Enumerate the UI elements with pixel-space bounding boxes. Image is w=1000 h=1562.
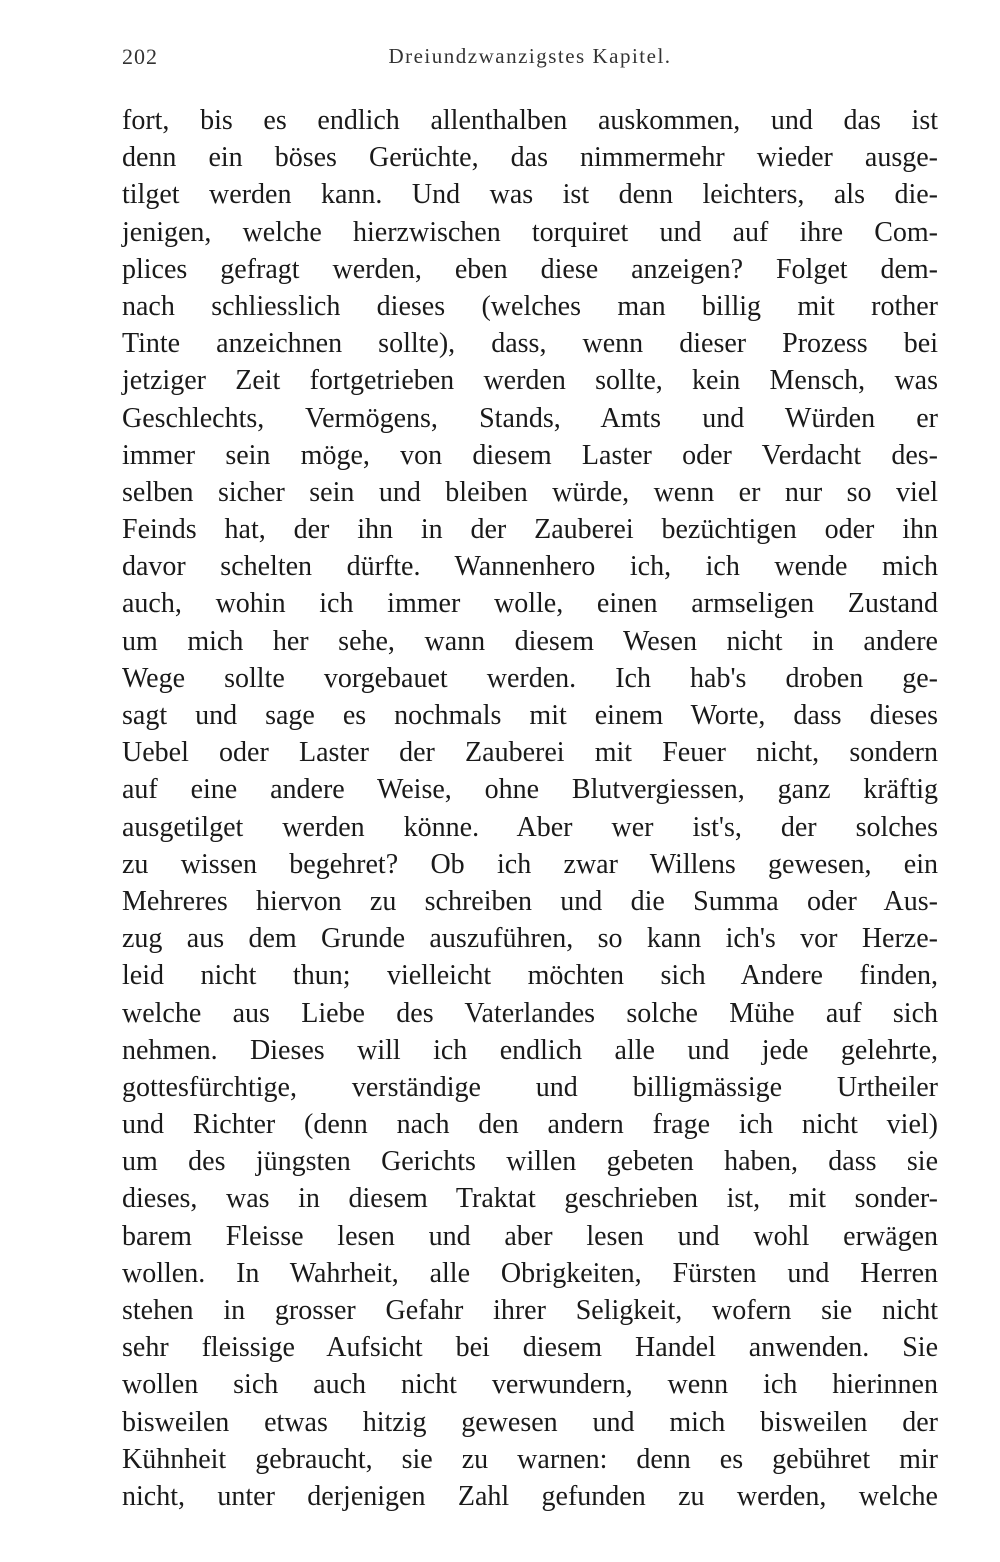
text-line: Uebel oder Laster der Zauberei mit Feuer nicht, sondern <box>122 737 938 769</box>
text-line: welche aus Liebe des Vaterlandes solche Mühe auf sich <box>122 997 938 1029</box>
text-line: Tinte anzeichnen sollte), dass, wenn dieser Prozess bei <box>122 328 938 360</box>
text-line: nicht, unter derjenigen Zahl gefunden zu werden, welche <box>122 1480 938 1512</box>
chapter-title: Dreiundzwanzigstes Kapitel. <box>388 44 672 68</box>
text-line: Geschlechts, Vermögens, Stands, Amts und Würden er <box>122 402 938 434</box>
text-line: tilget werden kann. Und was ist denn leichters, als die- <box>122 179 938 211</box>
text-line: denn ein böses Gerüchte, das nimmermehr wieder ausge- <box>122 142 938 174</box>
text-line: selben sicher sein und bleiben würde, wenn er nur so viel <box>122 476 938 508</box>
text-line: Feinds hat, der ihn in der Zauberei bezüchtigen oder ihn <box>122 514 938 546</box>
text-line: stehen in grosser Gefahr ihrer Seligkeit, wofern sie nicht <box>122 1295 938 1326</box>
text-line: gottesfürchtige, verständige und billigmässige Urtheiler <box>122 1071 938 1103</box>
text-line: Mehreres hiervon zu schreiben und die Summa oder Aus- <box>122 885 938 917</box>
text-line: nach schliesslich dieses (welches man billig mit rother <box>122 290 938 322</box>
text-line: barem Fleisse lesen und aber lesen und wohl erwägen <box>122 1220 938 1252</box>
text-line: sagt und sage es nochmals mit einem Worte, dass dieses <box>122 700 938 731</box>
text-line: wollen sich auch nicht verwundern, wenn ich hierinnen <box>122 1369 938 1401</box>
text-line: plices gefragt werden, eben diese anzeigen? Folget dem- <box>122 253 938 285</box>
text-line: zu wissen begehret? Ob ich zwar Willens gewesen, ein <box>122 848 938 880</box>
text-line: zug aus dem Grunde auszuführen, so kann ich's vor Herze- <box>122 923 938 955</box>
text-line: jenigen, welche hierzwischen torquiret und auf ihre Com- <box>122 216 938 248</box>
text-line: dieses, was in diesem Traktat geschrieben ist, mit sonder- <box>122 1183 938 1215</box>
text-line: um des jüngsten Gerichts willen gebeten haben, dass sie <box>122 1146 938 1178</box>
text-line: auf eine andere Weise, ohne Blutvergiessen, ganz kräftig <box>122 774 938 806</box>
text-line: jetziger Zeit fortgetrieben werden sollte, kein Mensch, was <box>122 365 938 397</box>
text-line: davor schelten dürfte. Wannenhero ich, ich wende mich <box>122 551 938 583</box>
text-line: bisweilen etwas hitzig gewesen und mich bisweilen der <box>122 1406 938 1438</box>
text-line: wollen. In Wahrheit, alle Obrigkeiten, Fürsten und Herren <box>122 1257 938 1289</box>
text-line: sehr fleissige Aufsicht bei diesem Handel anwenden. Sie <box>122 1332 938 1364</box>
text-line: leid nicht thun; vielleicht möchten sich Andere finden, <box>122 960 938 992</box>
text-line: und Richter (denn nach den andern frage ich nicht viel) <box>122 1109 938 1141</box>
text-line: Kühnheit gebraucht, sie zu warnen: denn es gebühret mir <box>122 1443 938 1475</box>
running-head <box>122 44 938 76</box>
text-line: fort, bis es endlich allenthalben auskommen, und das ist <box>122 105 938 136</box>
text-line: immer sein möge, von diesem Laster oder Verdacht des- <box>122 439 938 471</box>
text-line: auch, wohin ich immer wolle, einen armseligen Zustand <box>122 588 938 620</box>
page-number: 202 <box>122 44 158 69</box>
text-line: nehmen. Dieses will ich endlich alle und jede gelehrte, <box>122 1034 938 1066</box>
text-line: um mich her sehe, wann diesem Wesen nicht in andere <box>122 625 938 657</box>
text-line: Wege sollte vorgebauet werden. Ich hab's droben ge- <box>122 662 938 694</box>
body-text <box>122 102 938 1515</box>
text-line: ausgetilget werden könne. Aber wer ist's, der solches <box>122 811 938 843</box>
